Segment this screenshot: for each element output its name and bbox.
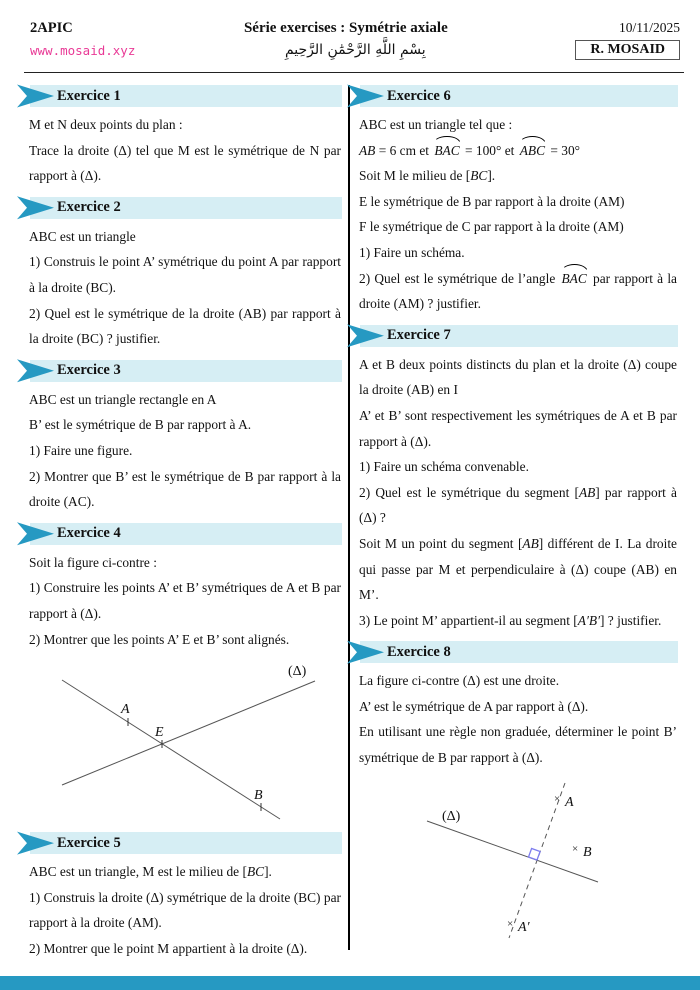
date: 10/11/2025 (618, 20, 680, 35)
exercise-header (30, 85, 342, 107)
exercise-paragraph: 1) Construis le point A’ symétrique du point A par rapport à la droite (BC). (29, 254, 341, 295)
header-row-1 (30, 20, 680, 37)
exercise-paragraph: A’ est le symétrique de A par rapport à (Δ). (359, 698, 589, 714)
exercise-6 (358, 85, 678, 320)
exercise-title: Exercice 2 (57, 199, 121, 216)
exercise-4 (28, 523, 342, 827)
exercise-body (28, 219, 342, 355)
exercise-title: Exercice 7 (387, 327, 451, 344)
exercise-paragraph: La figure ci-contre (Δ) est une droite. (359, 673, 560, 689)
exercise-paragraph: ABC est un triangle tel que : (359, 117, 513, 132)
page-title: Série exercises : Symétrie axiale (243, 20, 448, 36)
footer-bar (0, 976, 700, 990)
exercise-title: Exercice 1 (57, 87, 121, 104)
exercise-paragraph: 3) Le point M’ appartient-il au segment [A′B′] ? justifier. (359, 612, 662, 628)
exercise-paragraph: 1) Faire un schéma. (359, 244, 465, 260)
exercise-paragraph: En utilisant une règle non graduée, déterminer le point B’ symétrique de B par rapport à (Δ). (359, 724, 677, 766)
exercise-paragraph: 1) Construis la droite (Δ) symétrique de la droite (BC) par rapport à la droite (AM). (29, 889, 341, 931)
chevron-arrow-icon (17, 359, 54, 383)
exercise-paragraph: 2) Quel est le symétrique de l’angle BAC par rapport à la droite (AM) ? justifier. (359, 266, 677, 317)
exercise-header (360, 85, 678, 107)
figure-two-crossing-lines (28, 659, 342, 827)
point-a-cross: × (554, 792, 561, 805)
exercise-paragraph: ABC est un triangle, M est le milieu de [BC]. (29, 864, 272, 880)
exercise-title: Exercice 6 (387, 87, 451, 104)
point-a-label: A (121, 702, 130, 718)
exercise-title: Exercice 4 (57, 525, 121, 542)
exercise-header (30, 832, 342, 854)
exercise-paragraph: A et B deux points distincts du plan et la droite (Δ) coupe la droite (AB) en I (359, 356, 677, 398)
left-column (28, 85, 342, 969)
exercise-title: Exercice 5 (57, 834, 121, 851)
column-divider (348, 85, 350, 950)
chevron-arrow-icon (17, 522, 54, 546)
point-b-label: B (583, 844, 592, 860)
chevron-arrow-icon (347, 324, 384, 348)
angle-arc: BAC (560, 266, 589, 292)
exercise-8 (358, 641, 678, 952)
chevron-arrow-icon (17, 196, 54, 220)
website-link[interactable]: www.mosaid.xyz (30, 42, 136, 58)
exercise-paragraph: 2) Quel est le symétrique du segment [AB] par rapport à (Δ) ? (359, 484, 677, 526)
line-delta (62, 681, 315, 785)
exercise-header (30, 360, 342, 382)
author-box: R. MOSAID (575, 40, 680, 60)
exercise-paragraph: E le symétrique de B par rapport à la droite (AM) (359, 193, 625, 209)
exercise-paragraph: 1) Construire les points A’ et B’ symétriques de A et B par rapport à (Δ). (29, 580, 341, 621)
point-e-label: E (155, 725, 164, 741)
exercise-header (360, 641, 678, 663)
exercise-header (30, 197, 342, 219)
exercise-paragraph: 2) Montrer que B’ est le symétrique de B par rapport à la droite (AC). (29, 468, 341, 510)
exercise-paragraph: Soit M le milieu de [BC]. (359, 168, 496, 184)
exercise-body (358, 347, 678, 637)
chevron-arrow-icon (17, 831, 54, 855)
right-column (358, 85, 678, 958)
exercise-header (360, 325, 678, 347)
exercise-paragraph: 2) Montrer que le point M appartient à la droite (Δ). (29, 940, 308, 956)
exercise-body (358, 663, 678, 773)
page-header (30, 20, 680, 60)
exercise-body (28, 107, 342, 192)
chevron-arrow-icon (17, 84, 54, 108)
exercise-paragraph: A’ et B’ sont respectivement les symétriques de A et B par rapport à (Δ). (359, 407, 677, 449)
angle-arc: BAC (432, 138, 461, 164)
header-row-2 (30, 40, 680, 60)
exercise-paragraph: 1) Faire une figure. (29, 442, 133, 458)
right-angle-marker (529, 848, 541, 860)
exercise-title: Exercice 8 (387, 643, 451, 660)
exercise-body (28, 854, 342, 964)
delta-label: (Δ) (288, 664, 307, 680)
point-b-cross: × (572, 842, 579, 855)
exercise-paragraph: AB = 6 cm et BAC = 100° et ABC = 30° (359, 138, 677, 164)
exercise-paragraph: ABC est un triangle rectangle en A (29, 391, 217, 407)
exercise-paragraph: ABC est un triangle (29, 228, 136, 244)
exercise-paragraph: 2) Quel est le symétrique de la droite (AB) par rapport à la droite (BC) ? justifier. (29, 305, 341, 347)
point-a-label: A (565, 794, 574, 810)
exercise-paragraph: B’ est le symétrique de B par rapport à A. (29, 417, 252, 433)
exercise-paragraph: Soit M un point du segment [AB] différent de I. La droite qui passe par M et perpendiculaire à (Δ) coupe (AB) en M’. (359, 535, 678, 603)
exercise-1 (28, 85, 342, 192)
exercise-paragraph: M et N deux points du plan : (29, 117, 183, 132)
exercise-paragraph: Soit la figure ci-contre : (29, 554, 157, 570)
exercise-body (28, 545, 342, 655)
exercise-body (28, 382, 342, 518)
exercise-2 (28, 197, 342, 355)
exercise-7 (358, 325, 678, 637)
delta-label: (Δ) (442, 808, 461, 824)
exercise-paragraph: 1) Faire un schéma convenable. (359, 459, 529, 475)
exercise-paragraph: 2) Montrer que les points A’ E et B’ sont alignés. (29, 631, 290, 647)
header-rule (24, 72, 684, 73)
exercise-3 (28, 360, 342, 518)
exercise-paragraph: F le symétrique de C par rapport à la droite (AM) (359, 219, 624, 235)
exercise-header (30, 523, 342, 545)
exercise-body (358, 107, 678, 320)
bismillah-text: بِسْمِ اللَّهِ الرَّحْمَٰنِ الرَّحِيمِ (284, 42, 426, 58)
point-a-prime-label: A′ (518, 919, 530, 935)
angle-arc: ABC (518, 138, 547, 164)
point-a-prime-cross: × (507, 917, 514, 930)
exercise-title: Exercice 3 (57, 362, 121, 379)
exercise-5 (28, 832, 342, 964)
chevron-arrow-icon (347, 84, 384, 108)
figure-axial-symmetry (358, 778, 678, 953)
point-b-label: B (254, 788, 263, 804)
class-level: 2APIC (30, 20, 73, 36)
line-ab (62, 680, 280, 819)
chevron-arrow-icon (347, 640, 384, 664)
exercise-paragraph: Trace la droite (Δ) tel que M est le symétrique de N par rapport à (Δ). (29, 142, 341, 184)
